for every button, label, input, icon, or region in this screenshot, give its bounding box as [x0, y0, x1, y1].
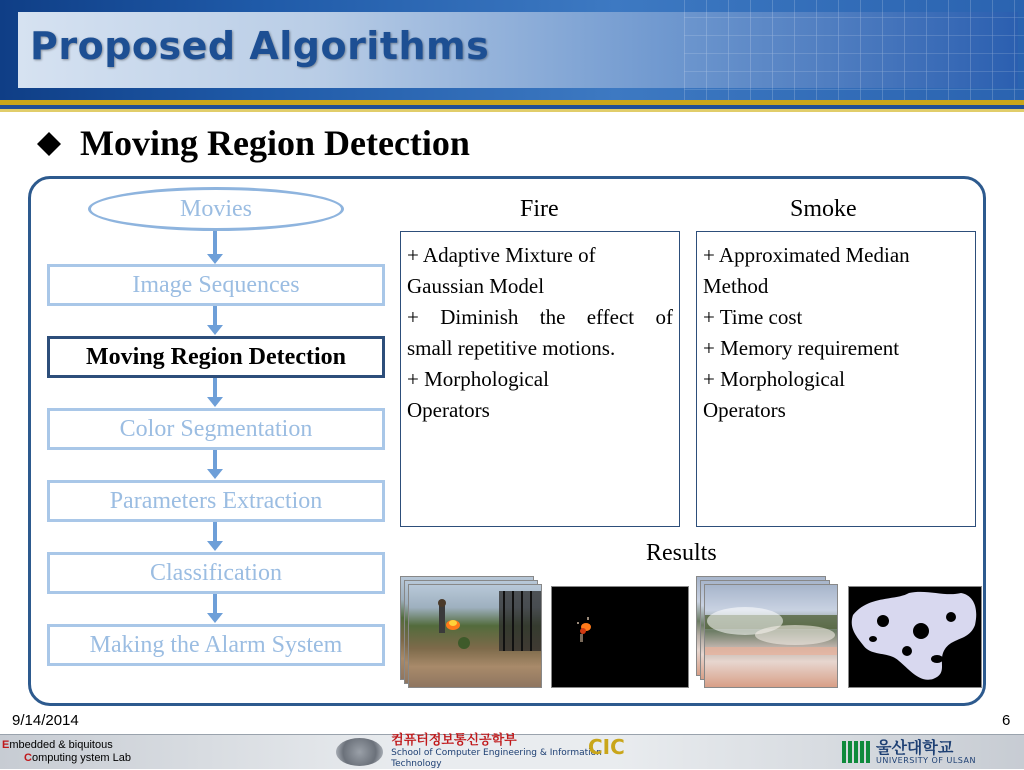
- flow-arrowhead: [207, 469, 223, 479]
- diamond-bullet-icon: [37, 132, 61, 156]
- flow-step-making-alarm-system: Making the Alarm System: [47, 624, 385, 666]
- university-bars-icon: [842, 741, 870, 763]
- smoke-method-box: [696, 231, 976, 527]
- university-name-english: UNIVERSITY OF ULSAN: [876, 756, 976, 765]
- flow-arrow: [213, 378, 217, 398]
- department-name-korean: 컴퓨터정보통신공학부: [391, 733, 517, 748]
- university-logo: [842, 737, 1022, 767]
- lab-initial-c: C: [24, 752, 32, 764]
- lab-initial-e: E: [2, 739, 10, 751]
- flow-arrow: [213, 594, 217, 614]
- flow-step-classification: Classification: [47, 552, 385, 594]
- lab-name-line2: omputing ystem Lab: [31, 752, 132, 764]
- fire-line: + Morphological: [407, 367, 549, 391]
- fire-line: small repetitive motions.: [407, 336, 616, 360]
- smoke-line: + Memory requirement: [703, 336, 900, 360]
- smoke-line: Operators: [703, 398, 786, 422]
- lab-name-line1: mbedded & biquitous: [9, 739, 113, 751]
- circuit-pattern: [684, 0, 1024, 100]
- flow-arrowhead: [207, 254, 223, 264]
- footer-date: 9/14/2014: [12, 712, 79, 729]
- department-emblem-icon: [336, 738, 383, 766]
- fire-line: Operators: [407, 398, 490, 422]
- smoke-column-label: Smoke: [790, 196, 857, 222]
- smoke-scene-detail: [705, 585, 837, 687]
- smoke-line: + Morphological: [703, 367, 845, 391]
- flow-step-color-segmentation: Color Segmentation: [47, 408, 385, 450]
- flow-arrowhead: [207, 325, 223, 335]
- flow-step-parameters-extraction: Parameters Extraction: [47, 480, 385, 522]
- fire-line: Gaussian Model: [407, 274, 545, 298]
- fire-column-label: Fire: [520, 196, 559, 222]
- fire-mask-blobs: [552, 587, 688, 687]
- fire-detection-mask-image: [551, 586, 689, 688]
- flow-arrowhead: [207, 397, 223, 407]
- smoke-line: + Time cost: [703, 305, 803, 329]
- lab-logo: [2, 739, 131, 765]
- smoke-detection-mask-image: [848, 586, 982, 688]
- page-number: 6: [1002, 712, 1011, 729]
- header-divider-gold-light: [0, 109, 1024, 112]
- section-title: Moving Region Detection: [80, 123, 470, 163]
- page-title: Proposed Algorithms: [30, 24, 490, 68]
- smoke-frame-front-image: [704, 584, 838, 688]
- flow-step-image-sequences: Image Sequences: [47, 264, 385, 306]
- university-text: [876, 739, 976, 765]
- fire-frame-front-image: [408, 584, 542, 688]
- results-label: Results: [646, 540, 717, 566]
- university-name-korean: 울산대학교: [876, 738, 954, 757]
- fire-line: + Diminish the effect of: [407, 305, 673, 329]
- flow-arrowhead: [207, 613, 223, 623]
- fire-method-box: [400, 231, 680, 527]
- smoke-line: Method: [703, 274, 769, 298]
- fire-scene-detail: [409, 585, 541, 687]
- cic-mark: CIC: [588, 735, 625, 759]
- flow-arrow: [213, 231, 217, 255]
- flow-step-moving-region-detection: Moving Region Detection: [47, 336, 385, 378]
- flow-start-movies: Movies: [88, 187, 344, 231]
- flow-arrow: [213, 306, 217, 326]
- flow-arrowhead: [207, 541, 223, 551]
- department-logo: [336, 733, 640, 769]
- department-name-english: School of Computer Engineering & Information Technology: [391, 748, 602, 769]
- flow-arrow: [213, 522, 217, 542]
- smoke-line: + Approximated Median: [703, 243, 910, 267]
- fire-line: + Adaptive Mixture of: [407, 243, 596, 267]
- header-banner: [0, 0, 1024, 100]
- flow-arrow: [213, 450, 217, 470]
- smoke-mask-blobs: [849, 587, 981, 687]
